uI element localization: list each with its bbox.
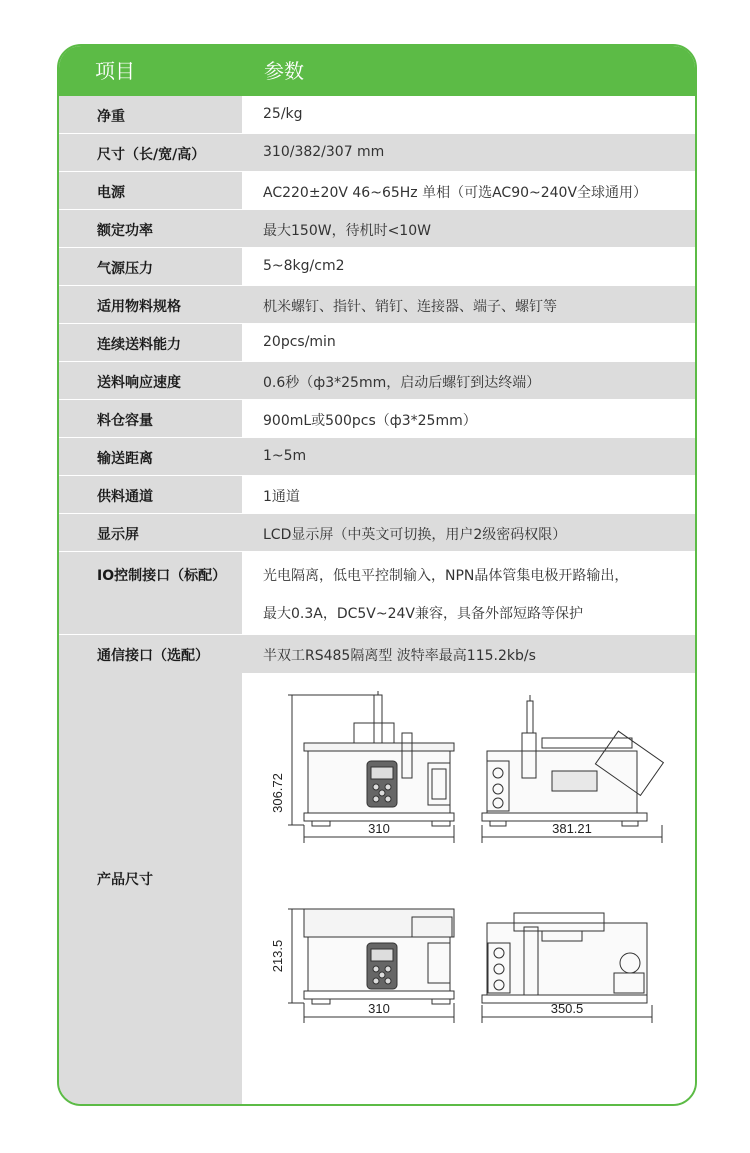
row-value: 20pcs/min xyxy=(263,334,336,350)
row-key: 送料响应速度 xyxy=(97,375,181,391)
table-row xyxy=(59,438,695,476)
row-value: 1通道 xyxy=(263,489,300,505)
bottom-width-label: 310 xyxy=(368,1001,390,1016)
row-value: AC220±20V 46~65Hz 单相（可选AC90~240V全球通用） xyxy=(263,185,648,201)
table-row xyxy=(59,172,695,210)
spec-table xyxy=(57,44,697,1106)
row-value: 310/382/307 mm xyxy=(263,144,385,160)
row-key: 尺寸（长/宽/高） xyxy=(97,147,206,163)
row-key: 连续送料能力 xyxy=(97,337,181,353)
table-row-io xyxy=(59,558,695,634)
table-row xyxy=(59,96,695,134)
table-row xyxy=(59,134,695,172)
row-value: 900mL或500pcs（ф3*25mm） xyxy=(263,413,477,429)
table-row xyxy=(59,248,695,286)
row-value: 半双工RS485隔离型 波特率最高115.2kb/s xyxy=(263,648,536,664)
table-row xyxy=(59,210,695,248)
row-key: 气源压力 xyxy=(97,261,153,277)
row-key: IO控制接口（标配） xyxy=(97,568,227,584)
row-value: 机米螺钉、指针、销钉、连接器、端子、螺钉等 xyxy=(263,299,557,315)
table-row xyxy=(59,286,695,324)
row-value-line1: 光电隔离，低电平控制输入，NPN晶体管集电极开路输出， xyxy=(263,568,629,584)
product-dimension-drawings xyxy=(242,673,695,1104)
table-row xyxy=(59,400,695,438)
bottom-height-label: 213.5 xyxy=(270,939,285,973)
row-value: 5~8kg/cm2 xyxy=(263,258,345,274)
row-value-line2: 最大0.3A，DC5V~24V兼容，具备外部短路等保护 xyxy=(263,606,584,622)
table-header xyxy=(59,46,695,96)
row-key: 产品尺寸 xyxy=(97,872,153,888)
row-key: 供料通道 xyxy=(97,489,153,505)
table-row xyxy=(59,476,695,514)
row-key: 显示屏 xyxy=(97,527,139,543)
table-row xyxy=(59,362,695,400)
bottom-side-width-label: 350.5 xyxy=(550,1001,584,1016)
row-key: 料仓容量 xyxy=(97,413,153,429)
row-key: 净重 xyxy=(97,109,125,125)
row-value: 0.6秒（ф3*25mm，启动后螺钉到达终端） xyxy=(263,375,541,391)
row-key: 适用物料规格 xyxy=(97,299,181,315)
row-value: LCD显示屏（中英文可切换，用户2级密码权限） xyxy=(263,527,567,543)
header-item-label: 项目 xyxy=(95,59,135,83)
side-width-label: 381.21 xyxy=(552,821,592,836)
row-value: 25/kg xyxy=(263,106,303,122)
front-height-label: 306.72 xyxy=(270,773,285,813)
table-row xyxy=(59,514,695,552)
table-row-comm xyxy=(59,635,695,673)
row-key: 输送距离 xyxy=(97,451,153,467)
row-key: 电源 xyxy=(97,185,125,201)
row-key: 通信接口（选配） xyxy=(97,648,209,664)
table-row xyxy=(59,324,695,362)
front-width-label: 310 xyxy=(368,821,390,836)
row-value: 1~5m xyxy=(263,448,307,464)
row-key: 额定功率 xyxy=(97,223,153,239)
row-value: 最大150W，待机时<10W xyxy=(263,223,431,239)
header-param-label: 参数 xyxy=(264,59,304,83)
table-row-dimensions xyxy=(59,673,695,1104)
